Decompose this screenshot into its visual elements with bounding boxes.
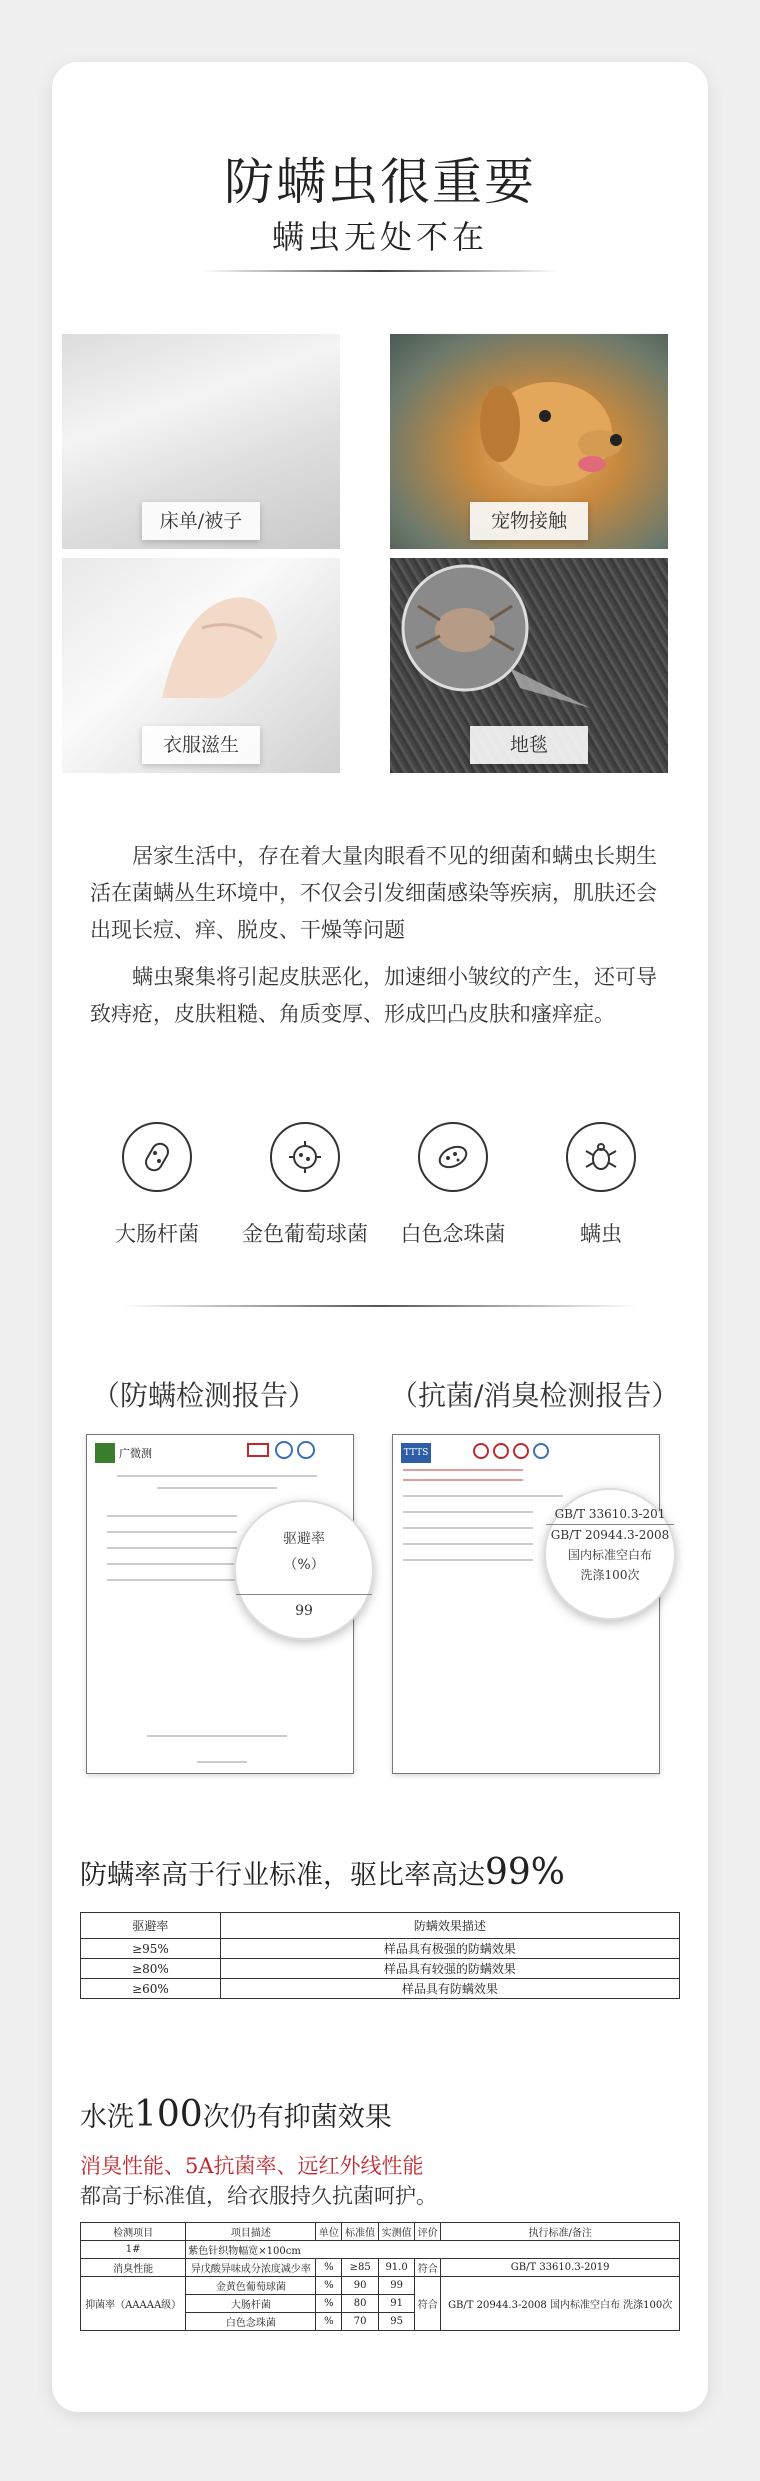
mite-icon [566, 1122, 636, 1192]
table-cell: 金黄色葡萄球菌 [186, 2277, 316, 2295]
repel-table [80, 1912, 680, 1999]
seal-icon [493, 1443, 509, 1459]
table-cell: 99 [378, 2277, 414, 2295]
seal-icon [513, 1443, 529, 1459]
table-header: 驱避率 [81, 1913, 221, 1939]
table-row [81, 2259, 680, 2277]
icon-item-staphylococcus [240, 1122, 370, 1248]
table-header: 单位 [316, 2223, 342, 2241]
table-row [81, 1939, 680, 1959]
table-cell: 白色念珠菌 [186, 2313, 316, 2331]
wash-heading-text: 水洗 [80, 2102, 134, 2133]
repel-rate-value: 99 [236, 1594, 372, 1619]
table-row [81, 1959, 680, 1979]
antibacterial-report-title: （抗菌/消臭检测报告） [390, 1379, 680, 1412]
table-cell: 抑菌率（AAAAA级） [81, 2277, 186, 2331]
standard-line: GB/T 20944.3-2008 [546, 1524, 674, 1545]
wash-performance-line: 消臭性能、5A抗菌率、远红外线性能 [80, 2154, 424, 2178]
photo-caption: 衣服滋生 [142, 726, 260, 764]
table-cell: 91.0 [378, 2259, 414, 2277]
product-detail-card [52, 62, 708, 2412]
table-cell: 大肠杆菌 [186, 2295, 316, 2313]
table-cell: ≥85 [342, 2259, 378, 2277]
table-cell: ≥60% [81, 1979, 221, 1999]
standard-line: GB/T 33610.3-201 [554, 1507, 666, 1521]
table-header: 评价 [415, 2223, 441, 2241]
dog-illustration [460, 354, 640, 504]
table-cell: GB/T 33610.3-2019 [441, 2259, 680, 2277]
icon-item-candida [388, 1122, 518, 1248]
table-cell: % [316, 2295, 342, 2313]
table-cell: 异戊酸异味成分浓度减少率 [186, 2259, 316, 2277]
table-row [81, 2277, 680, 2295]
repel-heading-number: 99% [485, 1852, 566, 1893]
table-cell: % [316, 2313, 342, 2331]
table-cell: 紫色针织物幅宽×100cm [186, 2241, 680, 2259]
magnifier-standard [544, 1488, 676, 1620]
repel-heading [80, 1852, 565, 1893]
icon-label: 金色葡萄球菌 [242, 1222, 368, 1246]
lab-logo-icon [95, 1443, 115, 1463]
seal-icon [473, 1443, 489, 1459]
table-header: 项目描述 [186, 2223, 316, 2241]
photo-clothing [62, 558, 340, 773]
table-cell: ≥95% [81, 1939, 221, 1959]
page-title: 防螨虫很重要 [224, 153, 536, 211]
icon-label: 大肠杆菌 [115, 1222, 199, 1246]
table-header: 标准值 [342, 2223, 378, 2241]
table-cell: 95 [378, 2313, 414, 2331]
divider [122, 1305, 638, 1307]
table-cell: 样品具有较强的防螨效果 [220, 1959, 679, 1979]
table-cell: 样品具有防螨效果 [220, 1979, 679, 1999]
standard-line: 国内标准空白布 [567, 1548, 652, 1562]
magnifier-repel-rate [234, 1500, 374, 1640]
wash-heading-number: 100 [134, 2094, 203, 2135]
ilac-seal-icon [275, 1441, 293, 1459]
table-header: 实测值 [378, 2223, 414, 2241]
table-cell: 消臭性能 [81, 2259, 186, 2277]
table-cell: 70 [342, 2313, 378, 2331]
cma-seal-icon [247, 1443, 269, 1457]
anti-mite-report-title: （防螨检测报告） [92, 1379, 317, 1412]
hand-illustration [142, 568, 292, 708]
effect-paragraph: 螨虫聚集将引起皮肤恶化，加速细小皱纹的产生，还可导致痔疮，皮肤粗糙、角质变厚、形成凹凸皮肤和瘙痒症。 [90, 965, 657, 1026]
lab-logo-text: 广微测 [119, 1447, 152, 1460]
table-cell: 80 [342, 2295, 378, 2313]
table-cell: GB/T 20944.3-2008 国内标准空白布 洗涤100次 [441, 2277, 680, 2331]
icon-label: 螨虫 [580, 1222, 622, 1246]
table-cell: 1# [81, 2241, 186, 2259]
table-cell: 91 [378, 2295, 414, 2313]
table-row [81, 2241, 680, 2259]
ttts-logo: TTTS [401, 1443, 431, 1463]
photo-carpet [390, 558, 668, 773]
page-subtitle: 螨虫无处不在 [271, 218, 488, 256]
table-header: 执行标准/备注 [441, 2223, 680, 2241]
standard-line: 洗涤100次 [580, 1568, 640, 1582]
antibacterial-table [80, 2222, 680, 2331]
divider [202, 270, 558, 272]
table-header: 检测项目 [81, 2223, 186, 2241]
cnas-seal-icon [297, 1441, 315, 1459]
repel-rate-label: 驱避率 [283, 1531, 325, 1547]
wash-heading-text: 次仍有抑菌效果 [202, 2102, 392, 2133]
seal-icon [533, 1443, 549, 1459]
photo-bedding [62, 334, 340, 549]
table-cell: 符合 [415, 2259, 441, 2277]
photo-caption: 地毯 [470, 726, 588, 764]
staphylococcus-icon [270, 1122, 340, 1192]
intro-paragraph: 居家生活中，存在着大量肉眼看不见的细菌和螨虫长期生活在菌螨丛生环境中，不仅会引发细菌感染等疾病，肌肤还会出现长痘、痒、脱皮、干燥等问题 [90, 844, 657, 942]
table-cell: % [316, 2259, 342, 2277]
photo-pet [390, 334, 668, 549]
bacillus-icon [122, 1122, 192, 1192]
repel-heading-text: 防螨率高于行业标准，驱比率高达 [80, 1860, 485, 1891]
wash-heading [80, 2094, 392, 2135]
photo-caption: 床单/被子 [142, 502, 260, 540]
table-row [81, 1979, 680, 1999]
table-cell: ≥80% [81, 1959, 221, 1979]
table-header: 防螨效果描述 [220, 1913, 679, 1939]
repel-rate-unit: （%） [283, 1557, 325, 1573]
icon-label: 白色念珠菌 [400, 1222, 506, 1246]
wash-description-line: 都高于标准值，给衣服持久抗菌呵护。 [80, 2184, 437, 2208]
icon-item-ecoli [92, 1122, 222, 1248]
table-cell: 符合 [415, 2277, 441, 2331]
table-cell: % [316, 2277, 342, 2295]
icon-item-mite [536, 1122, 666, 1248]
table-cell: 90 [342, 2277, 378, 2295]
photo-caption: 宠物接触 [470, 502, 588, 540]
candida-icon [418, 1122, 488, 1192]
table-cell: 样品具有极强的防螨效果 [220, 1939, 679, 1959]
